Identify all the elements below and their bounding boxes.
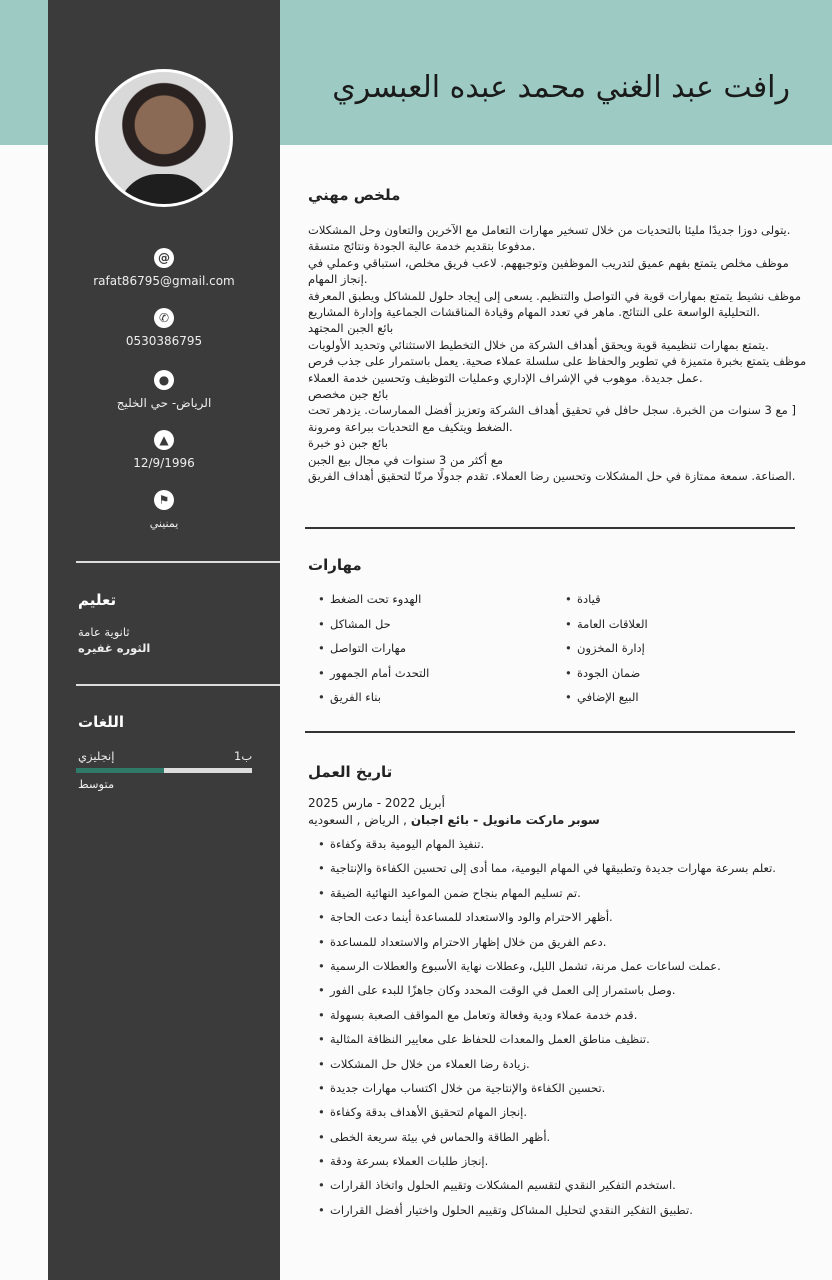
bullet-icon: • (565, 690, 572, 704)
summary-line: مدفوعا بتقديم خدمة عالية الجودة ونتائج متسقة. (308, 239, 536, 254)
duty-item-text: قدم خدمة عملاء ودية وفعالة وتعامل مع المواقف الصعبة بسهولة. (330, 1007, 638, 1022)
duty-item (318, 1081, 776, 1105)
bullet-icon: • (565, 665, 572, 680)
skill-item (318, 666, 429, 691)
summary-line: مع أكثر من 3 سنوات في مجال بيع الجبن (308, 452, 503, 467)
bullet-icon: • (318, 1154, 325, 1169)
summary-line: إنجاز المهام. (308, 272, 368, 287)
bullet-icon: • (318, 1105, 325, 1120)
skill-item (565, 617, 648, 642)
skill-item-text: الهدوء تحت الضغط (330, 592, 422, 606)
duty-item (318, 1008, 776, 1032)
job-employer: سوبر ماركت مانويل - بائع اجبان (410, 813, 600, 827)
bullet-icon: • (318, 837, 325, 851)
job-title (308, 813, 600, 827)
bullet-icon: • (318, 1178, 325, 1193)
job-dates: أبريل 2022 - مارس 2025 (308, 796, 445, 810)
duty-item-text: إنجاز المهام لتحقيق الأهداف بدقة وكفاءة. (330, 1105, 528, 1120)
sidebar-divider (76, 561, 280, 563)
skill-item-text: حل المشاكل (330, 616, 391, 631)
birthday-cake-icon: ▲ (154, 430, 174, 450)
bullet-icon: • (318, 665, 325, 680)
bullet-icon: • (318, 910, 325, 925)
bullet-icon: • (318, 861, 325, 876)
flag-icon: ⚑ (154, 490, 174, 510)
duty-item-text: أظهر الطاقة والحماس في بيئة سريعة الخطى. (330, 1129, 551, 1144)
duty-item-text: زيادة رضا العملاء من خلال حل المشكلات. (330, 1056, 530, 1071)
candidate-name: رافت عبد الغني محمد عبده العبسري (332, 70, 790, 105)
language-name: إنجليزي (78, 749, 115, 763)
education-school: الثوره غفيره (78, 641, 151, 655)
duty-item-text: تعلم بسرعة مهارات جديدة وتطبيقها في المهام اليومية، مما أدى إلى تحسين الكفاءة والإنتاجية. (330, 861, 776, 876)
duty-item (318, 1057, 776, 1081)
skill-item (318, 592, 429, 617)
duty-item (318, 1203, 776, 1227)
summary-line: يتمتع بمهارات تنظيمية قوية ويحقق أهداف الشركة من خلال التخطيط الاستثنائي وتحديد الأولويات. (308, 337, 769, 352)
bullet-icon: • (565, 592, 572, 606)
work-history-heading: تاريخ العمل (308, 763, 393, 781)
duty-item (318, 861, 776, 885)
bullet-icon: • (318, 983, 325, 998)
bullet-icon: • (318, 1032, 325, 1047)
duty-item-text: أظهر الاحترام والود والاستعداد للمساعدة أينما دعت الحاجة. (330, 910, 613, 925)
duty-item (318, 886, 776, 910)
skill-item-text: العلاقات العامة (577, 616, 648, 631)
duty-item-text: عملت لساعات عمل مرنة، تشمل الليل، وعطلات نهاية الأسبوع والعطلات الرسمية. (330, 958, 721, 973)
bullet-icon: • (318, 1080, 325, 1095)
duty-item-text: دعم الفريق من خلال إظهار الاحترام والاستعداد للمساعدة. (330, 934, 607, 949)
bullet-icon: • (565, 616, 572, 631)
phone-text: 0530386795 (125, 334, 203, 348)
skill-item (565, 592, 648, 617)
skills-heading: مهارات (308, 556, 362, 574)
bullet-icon: • (318, 641, 325, 655)
bullet-icon: • (318, 690, 325, 704)
summary-line: موظف نشيط يتمتع بمهارات قوية في التواصل والتنظيم. يسعى إلى إيجاد حلول للمشاكل ويطبق المعرفة (308, 288, 801, 303)
skill-item-text: قيادة (577, 592, 601, 606)
location-text: الرياض- حي الخليج (116, 396, 212, 410)
summary-line: مع 3 سنوات من الخبرة. سجل حافل في تحقيق أهداف الشركة وتعزيز أفضل الممارسات. يزدهر تحت ] (308, 403, 796, 418)
summary-line: بائع جبن مخصص (308, 387, 389, 402)
duty-item (318, 959, 776, 983)
skill-item-text: ضمان الجودة (577, 665, 641, 680)
education-heading: تعليم (78, 591, 117, 609)
job-duties-list (318, 837, 776, 1227)
duty-item (318, 1105, 776, 1129)
duty-item-text: إنجاز طلبات العملاء بسرعة ودقة. (330, 1154, 489, 1169)
skill-item-text: البيع الإضافي (577, 690, 639, 704)
duty-item-text: تطبيق التفكير النقدي لتحليل المشاكل وتقييم الحلول واختيار أفضل القرارات. (330, 1202, 693, 1217)
summary-line: بائع جبن ذو خبرة (308, 436, 388, 451)
language-level: متوسط (78, 777, 115, 791)
location-icon: ● (154, 370, 174, 390)
skill-item (565, 666, 648, 691)
summary-line: موظف مخلص يتمتع بفهم عميق لتدريب الموظفين وتوجيههم. لاعب فريق مخلص، استباقي وعملي في (308, 255, 789, 270)
skill-item (565, 641, 648, 666)
bullet-icon: • (318, 1056, 325, 1071)
duty-item (318, 935, 776, 959)
languages-heading: اللغات (78, 713, 125, 731)
language-proficiency-bar (76, 768, 252, 773)
duty-item (318, 837, 776, 861)
bullet-icon: • (318, 592, 325, 606)
skill-item (565, 690, 648, 715)
bullet-icon: • (318, 1007, 325, 1022)
education-degree: ثانوية عامة (78, 625, 130, 639)
nationality-text: يمنيني (149, 517, 179, 530)
bullet-icon: • (318, 616, 325, 631)
skills-column-1 (318, 592, 429, 715)
summary-line: الصناعة. سمعة ممتازة في حل المشكلات وتحسين رضا العملاء. تقدم جدولًا مرنًا لتحقيق أهداف الفريق. (308, 469, 796, 484)
duty-item (318, 1178, 776, 1202)
summary-line: عمل جديدة. موهوب في الإشراف الإداري وعمليات التوظيف وتحسين خدمة العملاء. (308, 370, 703, 385)
bullet-icon: • (318, 958, 325, 973)
duty-item-text: تنفيذ المهام اليومية بدقة وكفاءة. (330, 837, 485, 851)
birthdate-text: 12/9/1996 (133, 456, 195, 470)
bullet-icon: • (565, 641, 572, 655)
duty-item (318, 910, 776, 934)
summary-line: التحليلية الواسعة على النتائج. ماهر في تعدد المهام وقيادة المناقشات الجماعية وإدارة المشاريع. (308, 305, 761, 320)
duty-item-text: تنظيف مناطق العمل والمعدات للحفاظ على معايير النظافة المثالية. (330, 1032, 650, 1047)
skill-item-text: مهارات التواصل (330, 641, 406, 655)
bullet-icon: • (318, 1129, 325, 1144)
summary-line: بائع الجبن المجتهد (308, 321, 394, 336)
email-icon: @ (154, 248, 174, 268)
summary-heading: ملخص مهني (308, 186, 401, 204)
duty-item (318, 983, 776, 1007)
bullet-icon: • (318, 934, 325, 949)
summary-line: الضغط ويتكيف مع التحديات ببراعة ومرونة. (308, 419, 513, 434)
section-divider (305, 527, 795, 529)
summary-text (308, 222, 807, 485)
skill-item-text: بناء الفريق (330, 690, 381, 704)
duty-item (318, 1154, 776, 1178)
bullet-icon: • (318, 1202, 325, 1217)
duty-item (318, 1130, 776, 1154)
phone-icon: ✆ (154, 308, 174, 328)
bullet-icon: • (318, 885, 325, 900)
skill-item-text: إدارة المخزون (577, 641, 645, 655)
profile-photo (95, 69, 233, 207)
duty-item-text: استخدم التفكير النقدي لتقسيم المشكلات وتقييم الحلول واتخاذ القرارات. (330, 1178, 676, 1193)
skill-item (318, 617, 429, 642)
duty-item (318, 1032, 776, 1056)
duty-item-text: تحسين الكفاءة والإنتاجية من خلال اكتساب مهارات جديدة. (330, 1080, 606, 1095)
email-text: rafat86795@gmail.com (93, 274, 235, 288)
skill-item-text: التحدث أمام الجمهور (330, 665, 430, 680)
skill-item (318, 690, 429, 715)
section-divider (305, 731, 795, 733)
duty-item-text: وصل باستمرار إلى العمل في الوقت المحدد وكان جاهزًا للبدء على الفور. (330, 983, 676, 998)
sidebar-divider (76, 684, 280, 686)
summary-line: يتولى دوزا جديدًا مليئا بالتحديات من خلال تسخير مهارات التعامل مع الآخرين والتعاون وحل المشكلات. (308, 223, 791, 237)
skills-column-2 (565, 592, 648, 715)
skill-item (318, 641, 429, 666)
job-place: , الرياض , السعوديه (308, 813, 411, 827)
summary-line: موظف يتمتع بخبرة متميزة في تطوير والحفاظ على سلسلة عملاء صحية. يعمل باستمرار على جذب فرص (308, 354, 807, 369)
language-level-code: ب1 (234, 749, 253, 763)
duty-item-text: تم تسليم المهام بنجاح ضمن المواعيد النهائية الضيقة. (330, 885, 581, 900)
